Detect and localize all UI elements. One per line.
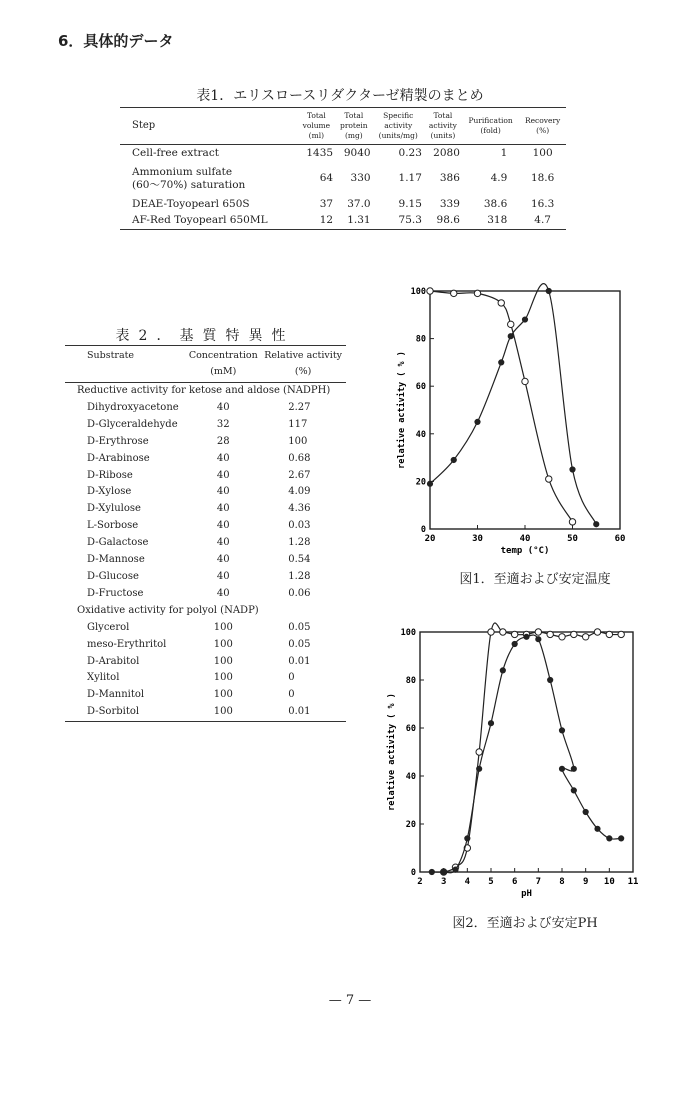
specific-cell: 75.3	[398, 214, 422, 227]
filled-point	[524, 634, 529, 639]
table-row	[120, 162, 566, 196]
relative-activity-cell: 0.06	[288, 587, 311, 599]
table-row	[65, 434, 346, 451]
y-tick-label: 0	[420, 525, 426, 535]
x-tick-label: 5	[488, 877, 494, 887]
x-tick-label: 4	[464, 877, 471, 887]
header-concentration: Concentration (mM)	[188, 350, 258, 377]
substrate-cell: D-Arabitol	[87, 655, 140, 667]
open-point	[474, 290, 480, 296]
substrate-cell: D-Glyceraldehyde	[87, 418, 178, 430]
relative-activity-cell: 4.09	[288, 486, 311, 498]
filled-point	[571, 766, 576, 771]
relative-activity-cell: 1.28	[288, 537, 311, 549]
header-protein: Total protein (mg)	[340, 111, 368, 140]
step-cell: Cell-free extract	[132, 146, 219, 159]
header-purification: Purification (fold)	[468, 116, 513, 135]
substrate-cell: D-Mannitol	[87, 689, 145, 701]
open-point	[569, 519, 575, 525]
concentration-cell: 100	[213, 655, 233, 667]
y-tick-label: 80	[405, 676, 416, 686]
substrate-cell: D-Arabinose	[87, 452, 150, 464]
specific-cell: 9.15	[398, 197, 422, 210]
open-point	[508, 321, 514, 327]
table-row	[65, 654, 346, 671]
open-point	[594, 629, 600, 635]
x-tick-label: 10	[603, 877, 615, 887]
filled-point	[546, 288, 551, 293]
total-cell: 2080	[433, 146, 460, 159]
header-step: Step	[132, 120, 156, 131]
x-tick-label: 2	[417, 877, 423, 887]
specific-cell: 0.23	[398, 146, 422, 159]
y-tick-label: 40	[415, 429, 426, 440]
x-tick-label: 11	[627, 877, 639, 887]
filled-point	[619, 836, 624, 841]
substrate-cell: D-Erythrose	[87, 435, 149, 447]
open-point	[498, 300, 504, 306]
table-row	[65, 400, 346, 417]
relative-activity-cell: 0.05	[288, 621, 311, 633]
relative-activity-cell: 0.01	[260, 704, 346, 721]
concentration-cell: 40	[216, 554, 230, 566]
page-number: — 7 —	[328, 993, 372, 1008]
x-tick-label: 3	[440, 877, 447, 887]
filled-point	[536, 637, 541, 642]
filled-point	[465, 836, 470, 841]
x-tick-label: 50	[567, 534, 578, 544]
open-point	[618, 631, 624, 637]
concentration-cell: 40	[216, 570, 230, 582]
open-point	[476, 749, 482, 755]
protein-cell: 37.0	[347, 197, 371, 210]
y-axis-label: relative activity ( % )	[397, 351, 407, 469]
substrate-cell: D-Ribose	[87, 469, 133, 481]
recovery-cell: 16.3	[530, 197, 555, 210]
figure1-caption: 図1．至適および安定温度	[459, 572, 611, 587]
table-row	[65, 535, 346, 552]
relative-activity-cell: 117	[288, 418, 308, 430]
header-substrate: Substrate	[87, 350, 135, 361]
total-cell: 386	[439, 172, 460, 184]
table-row	[65, 620, 346, 637]
open-point	[582, 634, 588, 640]
relative-activity-cell: 0.54	[288, 554, 311, 566]
relative-activity-cell: 0	[288, 689, 295, 701]
x-tick-label: 20	[424, 534, 436, 544]
recovery-cell: 18.6	[530, 172, 555, 184]
y-tick-label: 100	[410, 287, 426, 297]
filled-point	[559, 766, 564, 771]
concentration-cell: 32	[216, 418, 230, 430]
series-line	[430, 284, 596, 525]
y-tick-label: 0	[410, 868, 416, 878]
relative-activity-cell: 0.03	[288, 520, 311, 532]
substrate-cell: D-Xylose	[87, 486, 132, 498]
concentration-cell: 100	[213, 672, 233, 684]
table-row	[120, 213, 566, 230]
table-row	[65, 637, 346, 654]
group-title: Oxidative activity for polyol (NADP)	[77, 604, 259, 616]
concentration-cell: 40	[216, 503, 230, 515]
plot-frame	[420, 632, 633, 872]
x-axis-label: pH	[521, 889, 532, 899]
x-tick-label: 9	[582, 877, 589, 887]
header-recovery: Recovery (%)	[524, 116, 561, 135]
table2-caption: 表2．基質特異性	[115, 328, 295, 344]
substrate-cell: L-Sorbose	[87, 520, 139, 532]
protein-cell: 330	[350, 172, 371, 184]
relative-activity-cell: 0.68	[288, 452, 311, 464]
x-tick-label: 7	[535, 877, 542, 887]
y-axis-label: relative activity ( % )	[387, 693, 397, 811]
filled-point	[594, 522, 599, 527]
concentration-cell: 40	[216, 486, 230, 498]
total-cell: 98.6	[436, 214, 460, 227]
filled-point	[429, 869, 434, 874]
concentration-cell: 40	[216, 537, 230, 549]
concentration-cell: 40	[216, 520, 230, 532]
total-cell: 339	[439, 197, 460, 210]
filled-point	[441, 869, 446, 874]
filled-point	[571, 788, 576, 793]
table-row	[65, 670, 346, 687]
substrate-cell: D-Glucose	[87, 570, 139, 582]
filled-point	[548, 677, 553, 682]
protein-cell: 1.31	[347, 214, 371, 227]
series-line	[430, 291, 573, 522]
figure2-ph-chart	[380, 620, 650, 905]
plot-frame	[430, 291, 620, 529]
purification-cell: 1	[500, 146, 508, 159]
series-line	[444, 623, 622, 872]
open-point	[427, 288, 433, 294]
substrate-cell: D-Xylulose	[87, 503, 141, 515]
table-row	[65, 501, 346, 518]
substrate-specificity-table	[65, 345, 346, 722]
table-row	[65, 417, 346, 434]
concentration-cell: 40	[216, 469, 230, 481]
recovery-cell: 4.7	[534, 214, 551, 227]
substrate-cell: Glycerol	[87, 621, 130, 633]
section-heading: 6．具体的データ	[58, 32, 174, 50]
header-specific-activity: Specific activity (units/mg)	[378, 111, 418, 140]
x-tick-label: 40	[519, 534, 531, 544]
substrate-cell: D-Galactose	[87, 537, 149, 549]
protein-cell: 9040	[343, 146, 371, 159]
filled-point	[475, 419, 480, 424]
volume-cell: 64	[319, 172, 334, 184]
x-tick-label: 8	[559, 877, 565, 887]
concentration-cell: 100	[186, 704, 260, 721]
x-axis-label: temp (°C)	[500, 546, 550, 556]
concentration-cell: 40	[216, 452, 230, 464]
open-point	[606, 631, 612, 637]
table-row	[120, 196, 566, 213]
filled-point	[488, 721, 493, 726]
filled-point	[595, 826, 600, 831]
x-tick-label: 30	[472, 534, 483, 544]
y-tick-label: 80	[415, 334, 426, 345]
x-tick-label: 6	[511, 877, 518, 887]
header-volume: Total volume (ml)	[302, 111, 331, 140]
table-row	[65, 518, 346, 535]
y-tick-label: 20	[405, 820, 416, 830]
step-cell: Ammonium sulfate (60～70%) saturation	[132, 165, 246, 191]
header-relative-activity: Relative activity (%)	[264, 350, 343, 377]
group-title: Reductive activity for ketose and aldose (NADPH)	[77, 385, 331, 396]
concentration-cell: 100	[213, 689, 233, 701]
purification-cell: 38.6	[483, 197, 508, 210]
y-tick-label: 60	[405, 724, 416, 734]
figure2-caption: 図2．至適および安定PH	[452, 916, 598, 931]
y-tick-label: 60	[415, 382, 426, 393]
table1-caption: 表1．エリスロースリダクターゼ精製のまとめ	[196, 88, 484, 104]
filled-point	[427, 481, 432, 486]
table-row	[65, 687, 346, 704]
table-row	[65, 552, 346, 569]
series-line	[432, 635, 621, 873]
relative-activity-cell: 2.67	[288, 469, 311, 481]
open-point	[559, 634, 565, 640]
filled-point	[453, 867, 458, 872]
filled-point	[512, 641, 517, 646]
x-tick-label: 60	[614, 534, 626, 544]
open-point	[522, 378, 528, 384]
purification-table	[120, 107, 566, 230]
open-point	[535, 629, 541, 635]
group-row	[65, 383, 346, 400]
open-point	[511, 631, 517, 637]
filled-point	[477, 766, 482, 771]
filled-point	[499, 360, 504, 365]
group-row	[65, 603, 346, 620]
y-tick-label: 20	[415, 477, 426, 488]
purification-cell: 318	[487, 214, 508, 227]
purification-cell: 4.9	[490, 172, 508, 184]
relative-activity-cell: 4.36	[288, 503, 311, 515]
header-total-activity: Total activity (units)	[428, 111, 457, 140]
table-row	[65, 586, 346, 603]
volume-cell: 37	[319, 197, 334, 210]
relative-activity-cell: 0.01	[288, 655, 311, 667]
open-point	[488, 629, 494, 635]
volume-cell: 12	[319, 214, 334, 227]
filled-point	[559, 728, 564, 733]
open-point	[500, 629, 506, 635]
concentration-cell: 40	[216, 401, 230, 413]
filled-point	[451, 457, 456, 462]
y-tick-label: 40	[405, 772, 416, 782]
open-point	[451, 290, 457, 296]
y-tick-label: 100	[400, 628, 416, 638]
concentration-cell: 100	[213, 638, 233, 650]
table-row	[65, 468, 346, 485]
open-point	[547, 631, 553, 637]
open-point	[571, 631, 577, 637]
table-row	[65, 484, 346, 501]
table-row	[120, 145, 566, 162]
relative-activity-cell: 1.28	[288, 570, 311, 582]
substrate-cell: D-Fructose	[87, 587, 144, 599]
filled-point	[500, 668, 505, 673]
step-cell: AF-Red Toyopearl 650ML	[132, 214, 268, 227]
concentration-cell: 100	[213, 621, 233, 633]
filled-point	[607, 836, 612, 841]
relative-activity-cell: 0	[288, 672, 295, 684]
substrate-cell: Dihydroxyacetone	[87, 401, 179, 413]
table-row	[65, 704, 346, 721]
step-cell: DEAE-Toyopearl 650S	[132, 197, 250, 210]
filled-point	[583, 809, 588, 814]
table-row	[65, 569, 346, 586]
filled-point	[508, 334, 513, 339]
substrate-cell: meso-Erythritol	[87, 638, 167, 650]
substrate-cell: D-Mannose	[87, 554, 145, 566]
substrate-cell: Xylitol	[87, 672, 120, 684]
concentration-cell: 40	[216, 587, 230, 599]
specific-cell: 1.17	[398, 172, 422, 184]
table-row	[65, 451, 346, 468]
substrate-cell: D-Sorbitol	[65, 704, 186, 721]
figure1-temperature-chart	[395, 280, 635, 565]
concentration-cell: 28	[216, 435, 230, 447]
filled-point	[570, 467, 575, 472]
filled-point	[522, 317, 527, 322]
open-point	[546, 476, 552, 482]
recovery-cell: 100	[532, 146, 553, 159]
volume-cell: 1435	[306, 146, 334, 159]
relative-activity-cell: 0.05	[288, 638, 311, 650]
relative-activity-cell: 2.27	[288, 401, 311, 413]
relative-activity-cell: 100	[288, 435, 308, 447]
